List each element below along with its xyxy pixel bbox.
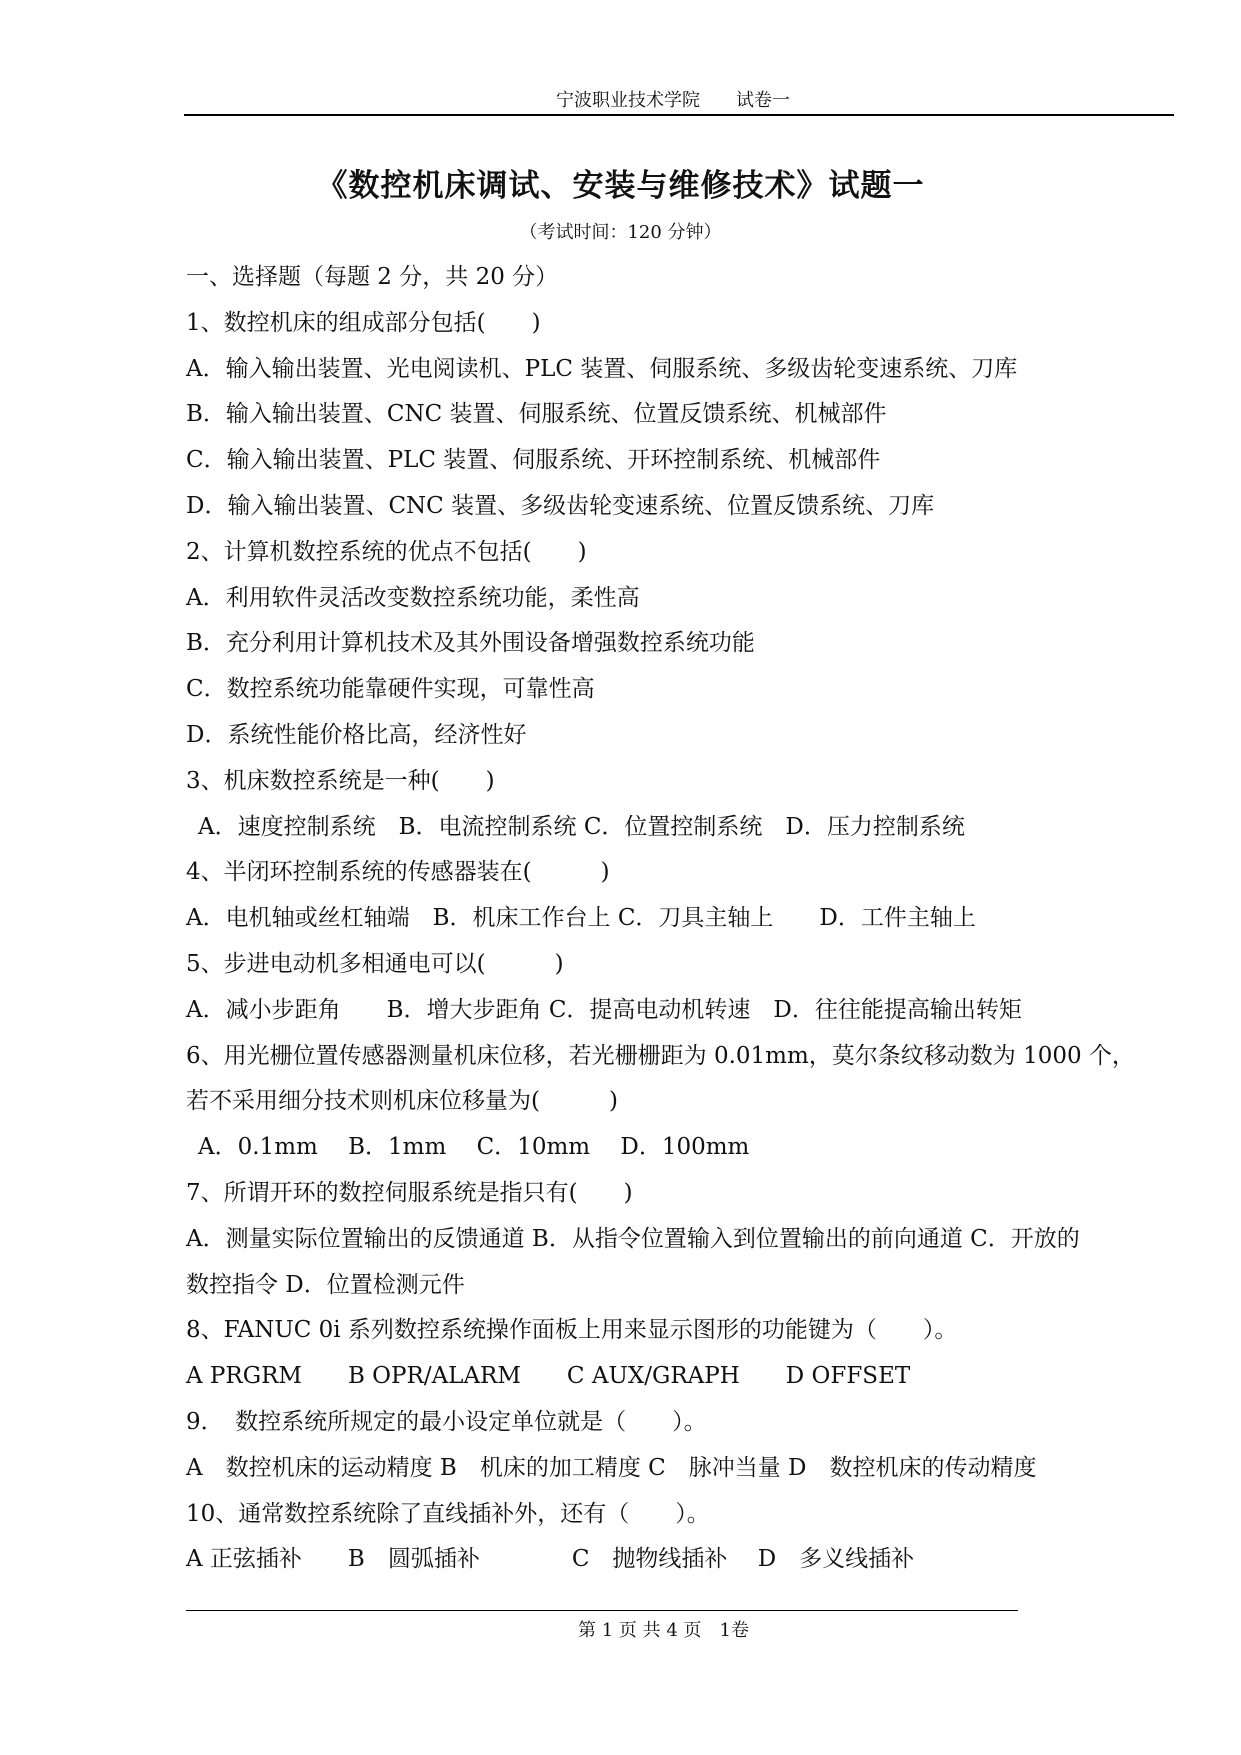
- q8-options: A PRGRM B OPR/ALARM C AUX/GRAPH D OFFSET: [186, 1363, 911, 1390]
- question-10: 10、通常数控系统除了直线插补外，还有（ ）。: [186, 1500, 710, 1527]
- section-heading: 一、选择题（每题 2 分，共 20 分）: [186, 264, 559, 290]
- q1-option-d: D．输入输出装置、CNC 装置、多级齿轮变速系统、位置反馈系统、刀库: [186, 492, 935, 519]
- question-3: 3、机床数控系统是一种( ): [186, 767, 495, 794]
- q2-option-c: C．数控系统功能靠硬件实现，可靠性高: [186, 676, 595, 703]
- question-5: 5、步进电动机多相通电可以( ): [186, 950, 564, 977]
- page-footer: 第 1 页 共 4 页 1卷: [578, 1620, 749, 1641]
- header-text: 宁波职业技术学院 试卷一: [556, 90, 790, 111]
- q2-option-a: A．利用软件灵活改变数控系统功能，柔性高: [186, 584, 640, 611]
- q1-option-a: A．输入输出装置、光电阅读机、PLC 装置、伺服系统、多级齿轮变速系统、刀库: [186, 355, 1018, 382]
- question-6: 6、用光栅位置传感器测量机床位移，若光栅栅距为 0.01mm，莫尔条纹移动数为 1000 个，: [186, 1042, 1135, 1069]
- question-body: [186, 255, 1166, 1583]
- q6-options: A．0.1mm B．1mm C．10mm D．100mm: [198, 1134, 750, 1161]
- question-2: 2、计算机数控系统的优点不包括( ): [186, 538, 587, 565]
- footer-divider: [186, 1610, 1018, 1611]
- q4-options: A．电机轴或丝杠轴端 B．机床工作台上 C．刀具主轴上 D．工件主轴上: [186, 905, 976, 932]
- q7-options-cont: 数控指令 D．位置检测元件: [186, 1271, 465, 1298]
- q7-options: A．测量实际位置输出的反馈通道 B．从指令位置输入到位置输出的前向通道 C．开放的: [186, 1225, 1080, 1252]
- q2-option-d: D．系统性能价格比高，经济性好: [186, 721, 527, 748]
- q2-option-b: B．充分利用计算机技术及其外围设备增强数控系统功能: [186, 630, 755, 657]
- page-header: [184, 84, 1174, 116]
- q3-options: A．速度控制系统 B．电流控制系统 C．位置控制系统 D．压力控制系统: [198, 813, 965, 840]
- q5-options: A．减小步距角 B．增大步距角 C．提高电动机转速 D．往往能提高输出转矩: [186, 996, 1022, 1023]
- exam-title: 《数控机床调试、安装与维修技术》试题一: [316, 168, 925, 204]
- q1-option-c: C．输入输出装置、PLC 装置、伺服系统、开环控制系统、机械部件: [186, 447, 881, 474]
- q10-options: A 正弦插补 B 圆弧插补 C 抛物线插补 D 多义线插补: [186, 1546, 915, 1573]
- q9-options: A 数控机床的运动精度 B 机床的加工精度 C 脉冲当量 D 数控机床的传动精度: [186, 1454, 1037, 1481]
- question-9: 9． 数控系统所规定的最小设定单位就是（ ）。: [186, 1408, 707, 1435]
- question-4: 4、半闭环控制系统的传感器装在( ): [186, 859, 610, 886]
- question-8: 8、FANUC 0i 系列数控系统操作面板上用来显示图形的功能键为（ ）。: [186, 1317, 958, 1344]
- q1-option-b: B．输入输出装置、CNC 装置、伺服系统、位置反馈系统、机械部件: [186, 401, 887, 428]
- question-6-cont: 若不采用细分技术则机床位移量为( ): [186, 1088, 618, 1115]
- question-7: 7、所谓开环的数控伺服系统是指只有( ): [186, 1179, 633, 1206]
- question-1: 1、数控机床的组成部分包括( ): [186, 309, 541, 336]
- exam-duration: （考试时间：120 分钟）: [519, 222, 722, 243]
